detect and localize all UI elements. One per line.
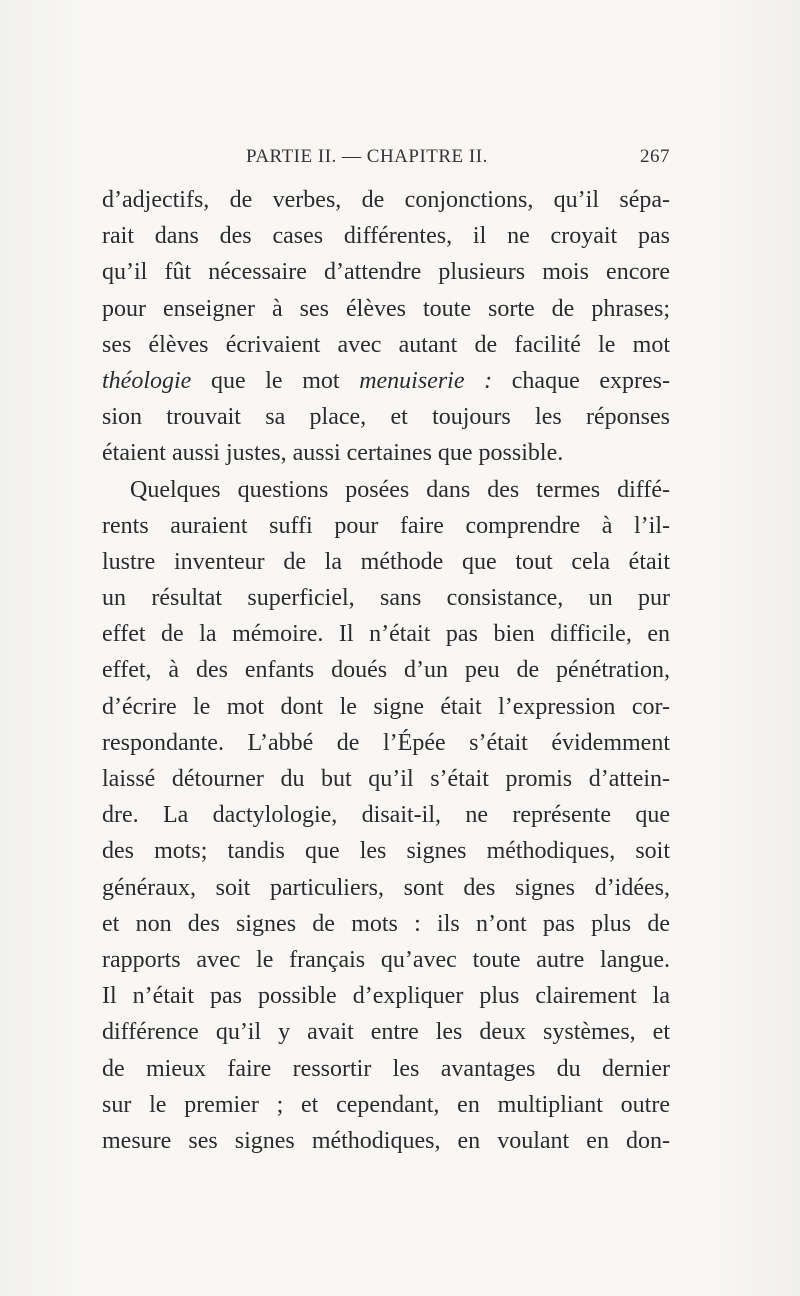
text-line: rapports avec le français qu’avec toute autre langue. (102, 946, 670, 973)
text-line: sion trouvait sa place, et toujours les réponses (102, 404, 670, 431)
text-line (102, 363, 670, 399)
text-line: différence qu’il y avait entre les deux systèmes, et (102, 1019, 670, 1046)
text-line: généraux, soit particuliers, sont des signes d’idées, (102, 874, 670, 901)
text-line: rait dans des cases différentes, il ne croyait pas (102, 223, 670, 250)
text-line: Il n’était pas possible d’expliquer plus clairement la (102, 983, 670, 1010)
body-text (102, 182, 670, 1159)
text-line: des mots; tandis que les signes méthodiques, soit (102, 838, 670, 865)
text-line: d’écrire le mot dont le signe était l’expression cor- (102, 693, 670, 720)
text-line: qu’il fût nécessaire d’attendre plusieurs mois encore (102, 259, 670, 286)
text-line: de mieux faire ressortir les avantages du dernier (102, 1055, 670, 1082)
text-line: et non des signes de mots : ils n’ont pas plus de (102, 910, 670, 937)
text-line: étaient aussi justes, aussi certaines que possible. (102, 440, 564, 467)
italic-word: menuiserie : (359, 367, 493, 394)
page-number: 267 (640, 146, 670, 167)
text-line: laissé détourner du but qu’il s’était promis d’attein- (102, 766, 670, 792)
text-line: rents auraient suffi pour faire comprendre à l’il- (102, 512, 670, 539)
text-span: chaque expres- (492, 367, 670, 394)
text-line: pour enseigner à ses élèves toute sorte de phrases; (102, 295, 670, 322)
italic-word: théologie (102, 367, 192, 394)
text-line: respondante. L’abbé de l’Épée s’était évidemment (102, 729, 670, 756)
text-line: lustre inventeur de la méthode que tout cela était (102, 548, 670, 575)
text-line: sur le premier ; et cependant, en multipliant outre (102, 1091, 670, 1118)
text-span: que le mot (191, 367, 360, 394)
text-line: un résultat superficiel, sans consistance, un pur (102, 585, 670, 612)
text-line: mesure ses signes méthodiques, en voulant en don- (102, 1127, 670, 1154)
page-header (102, 142, 670, 172)
text-line: dre. La dactylologie, disait-il, ne représente que (102, 802, 670, 829)
text-line: Quelques questions posées dans des termes diffé- (130, 476, 670, 503)
text-line: effet de la mémoire. Il n’était pas bien difficile, en (102, 621, 670, 648)
text-line: ses élèves écrivaient avec autant de facilité le mot (102, 331, 670, 358)
text-line: d’adjectifs, de verbes, de conjonctions, qu’il sépa- (102, 187, 670, 213)
running-head: PARTIE II. — CHAPITRE II. (246, 146, 488, 167)
text-line: effet, à des enfants doués d’un peu de pénétration, (102, 657, 670, 684)
